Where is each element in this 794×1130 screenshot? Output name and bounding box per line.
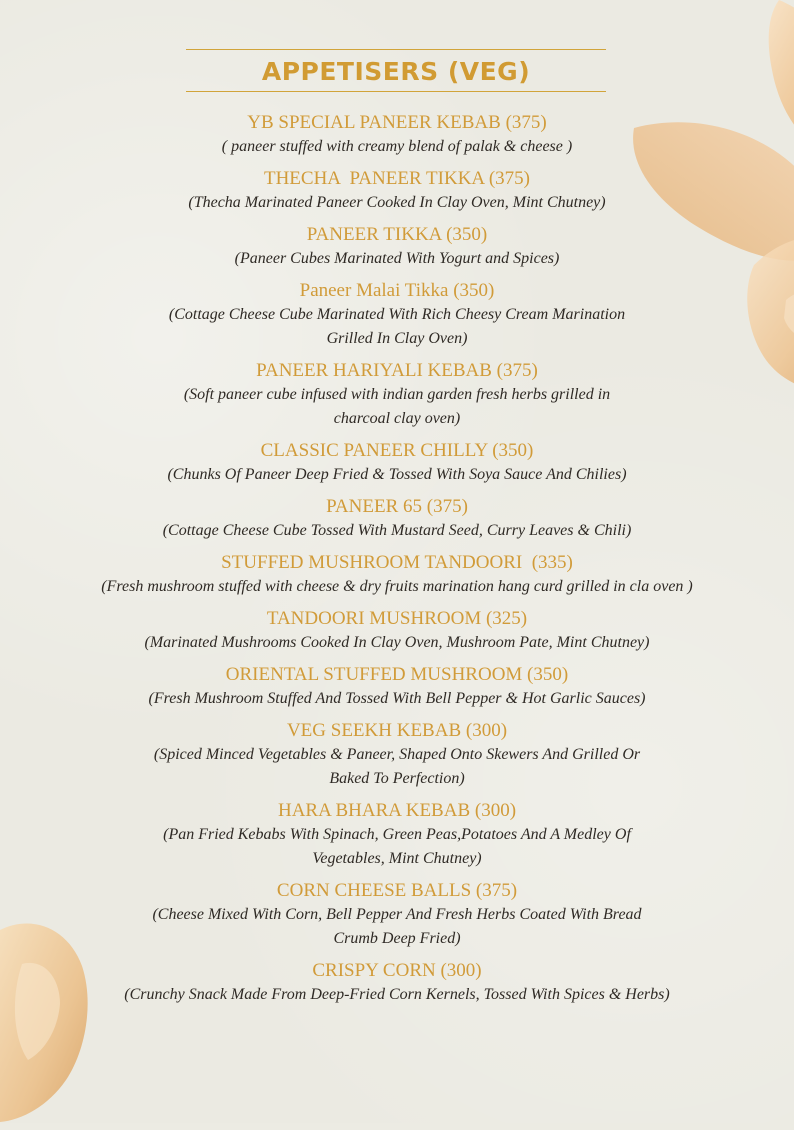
menu-item-description: (Fresh mushroom stuffed with cheese & dry fruits marination hang curd grilled in cla oven ) [101, 578, 693, 595]
menu-item-title: STUFFED MUSHROOM TANDOORI (335) [221, 552, 573, 573]
menu-item-description: Crumb Deep Fried) [333, 930, 461, 947]
menu-item-title: ORIENTAL STUFFED MUSHROOM (350) [225, 664, 569, 685]
menu-item-description: (Thecha Marinated Paneer Cooked In Clay Oven, Mint Chutney) [188, 194, 606, 211]
menu-item [0, 495, 794, 543]
menu-list [0, 111, 794, 1015]
menu-item-title: CORN CHEESE BALLS (375) [276, 880, 518, 901]
menu-item-description: (Cheese Mixed With Corn, Bell Pepper And Fresh Herbs Coated With Bread [152, 906, 642, 923]
menu-item-description: charcoal clay oven) [333, 410, 461, 427]
menu-item-description: (Paneer Cubes Marinated With Yogurt and Spices) [234, 250, 560, 267]
menu-item [0, 959, 794, 1007]
menu-item-title: PANEER TIKKA (350) [306, 224, 488, 245]
header-divider-bottom [186, 91, 606, 92]
menu-item-title: YB SPECIAL PANEER KEBAB (375) [247, 112, 547, 133]
menu-item [0, 359, 794, 431]
menu-item [0, 607, 794, 655]
menu-item-title: CRISPY CORN (300) [312, 960, 482, 981]
menu-item-title: TANDOORI MUSHROOM (325) [266, 608, 528, 629]
menu-item-description: Grilled In Clay Oven) [326, 330, 468, 347]
page-title: APPETISERS (VEG) [261, 57, 531, 86]
menu-item [0, 799, 794, 871]
menu-item [0, 439, 794, 487]
menu-item-description: (Soft paneer cube infused with indian garden fresh herbs grilled in [183, 386, 611, 403]
menu-item [0, 663, 794, 711]
menu-item [0, 279, 794, 351]
menu-item-title: CLASSIC PANEER CHILLY (350) [260, 440, 534, 461]
menu-item-title: PANEER HARIYALI KEBAB (375) [256, 360, 538, 381]
menu-item [0, 167, 794, 215]
header-divider-top [186, 49, 606, 50]
menu-item-description: (Spiced Minced Vegetables & Paneer, Shaped Onto Skewers And Grilled Or [153, 746, 641, 763]
menu-item-description: (Pan Fried Kebabs With Spinach, Green Peas,Potatoes And A Medley Of [163, 826, 631, 843]
menu-item [0, 111, 794, 159]
menu-item [0, 551, 794, 599]
menu-item-description: (Crunchy Snack Made From Deep-Fried Corn Kernels, Tossed With Spices & Herbs) [124, 986, 670, 1003]
menu-item-title: PANEER 65 (375) [326, 496, 468, 517]
menu-item-description: (Marinated Mushrooms Cooked In Clay Oven, Mushroom Pate, Mint Chutney) [144, 634, 650, 651]
menu-item-description: (Fresh Mushroom Stuffed And Tossed With Bell Pepper & Hot Garlic Sauces) [148, 690, 646, 707]
menu-item-title: VEG SEEKH KEBAB (300) [286, 720, 508, 741]
menu-item-title: Paneer Malai Tikka (350) [299, 280, 495, 301]
menu-item [0, 719, 794, 791]
menu-item-title: THECHA PANEER TIKKA (375) [263, 168, 530, 189]
menu-item-description: Baked To Perfection) [329, 770, 465, 787]
menu-item-title: HARA BHARA KEBAB (300) [277, 800, 517, 821]
menu-item-description: Vegetables, Mint Chutney) [312, 850, 482, 867]
menu-item [0, 879, 794, 951]
section-header [186, 48, 606, 94]
menu-item-description: (Chunks Of Paneer Deep Fried & Tossed With Soya Sauce And Chilies) [167, 466, 627, 483]
menu-item-description: (Cottage Cheese Cube Marinated With Rich Cheesy Cream Marination [168, 306, 626, 323]
menu-item-description: ( paneer stuffed with creamy blend of palak & cheese ) [221, 138, 573, 155]
menu-item-description: (Cottage Cheese Cube Tossed With Mustard Seed, Curry Leaves & Chili) [162, 522, 632, 539]
menu-item [0, 223, 794, 271]
